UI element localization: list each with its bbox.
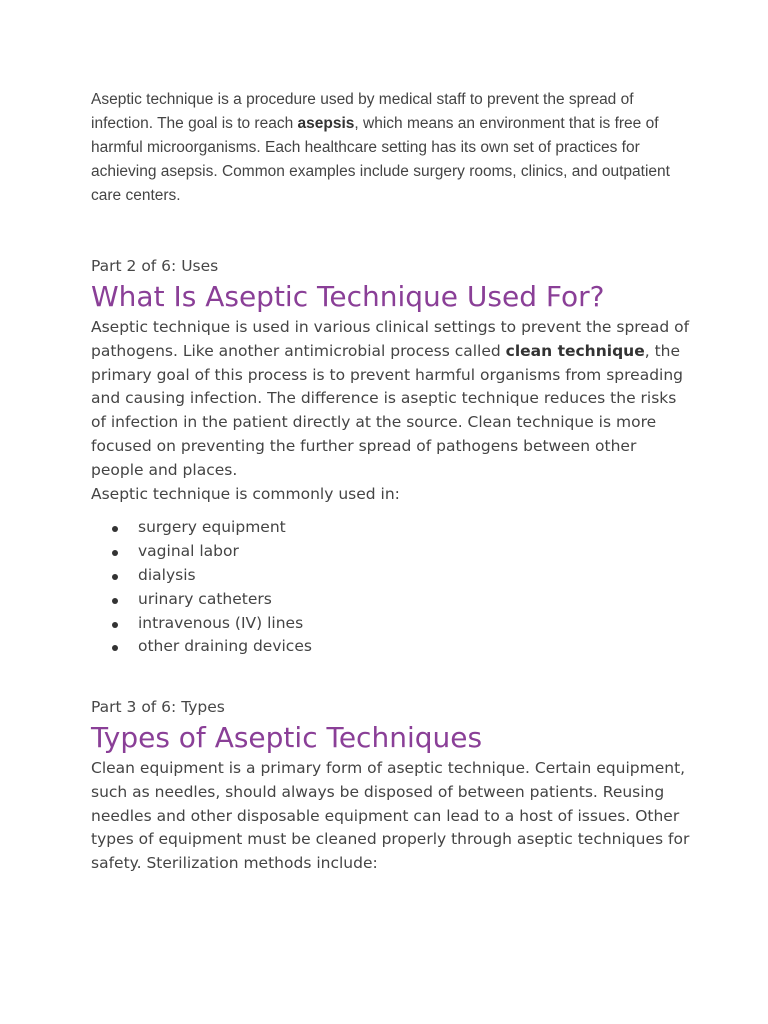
intro-paragraph xyxy=(91,88,691,208)
list-item: urinary catheters xyxy=(91,588,691,612)
intro-text-before: Aseptic technique is a procedure used by medical staff to prevent the spread of infection. The goal is to reach xyxy=(91,91,634,132)
bullet-icon xyxy=(112,550,118,556)
types-heading: Types of Aseptic Techniques xyxy=(91,721,483,754)
list-item: surgery equipment xyxy=(91,516,691,540)
uses-list xyxy=(91,516,691,659)
uses-text-before: Aseptic technique is used in various clinical settings to prevent the spread of pathogens. Like another antimicrobial process called xyxy=(91,318,690,360)
bullet-icon xyxy=(112,598,118,604)
part-2-label: Part 2 of 6: Uses xyxy=(91,257,219,275)
uses-heading: What Is Aseptic Technique Used For? xyxy=(91,280,605,313)
uses-list-intro: Aseptic technique is commonly used in: xyxy=(91,484,400,503)
uses-paragraph xyxy=(91,316,691,483)
bullet-icon xyxy=(112,645,118,651)
bullet-icon xyxy=(112,526,118,532)
list-item: dialysis xyxy=(91,564,691,588)
bullet-icon xyxy=(112,574,118,580)
section-uses xyxy=(91,254,691,659)
list-item: other draining devices xyxy=(91,635,691,659)
intro-text-after: , which means an environment that is free of harmful microorganisms. Each healthcare setting has its own set of practices for achieving asepsis. Common examples include surgery rooms, clinics, and outpatient care centers. xyxy=(91,115,670,204)
list-item: vaginal labor xyxy=(91,540,691,564)
clean-technique-term: clean technique xyxy=(505,341,645,360)
uses-text-after: , the primary goal of this process is to prevent harmful organisms from spreading and causing infection. The difference is aseptic technique reduces the risks of infection in the patient directly at the source. Clean technique is more focused on preventing the further spread of pathogens between other people and places. xyxy=(91,341,683,479)
bullet-icon xyxy=(112,622,118,628)
asepsis-term: asepsis xyxy=(297,115,355,132)
section-types xyxy=(91,695,691,876)
part-3-label: Part 3 of 6: Types xyxy=(91,698,225,716)
types-paragraph: Clean equipment is a primary form of aseptic technique. Certain equipment, such as needles, should always be disposed of between patients. Reusing needles and other disposable equipment can lead to a host of issues. Other types of equipment must be cleaned properly through aseptic techniques for safety. Sterilization methods include: xyxy=(91,759,690,873)
list-item: intravenous (IV) lines xyxy=(91,612,691,636)
